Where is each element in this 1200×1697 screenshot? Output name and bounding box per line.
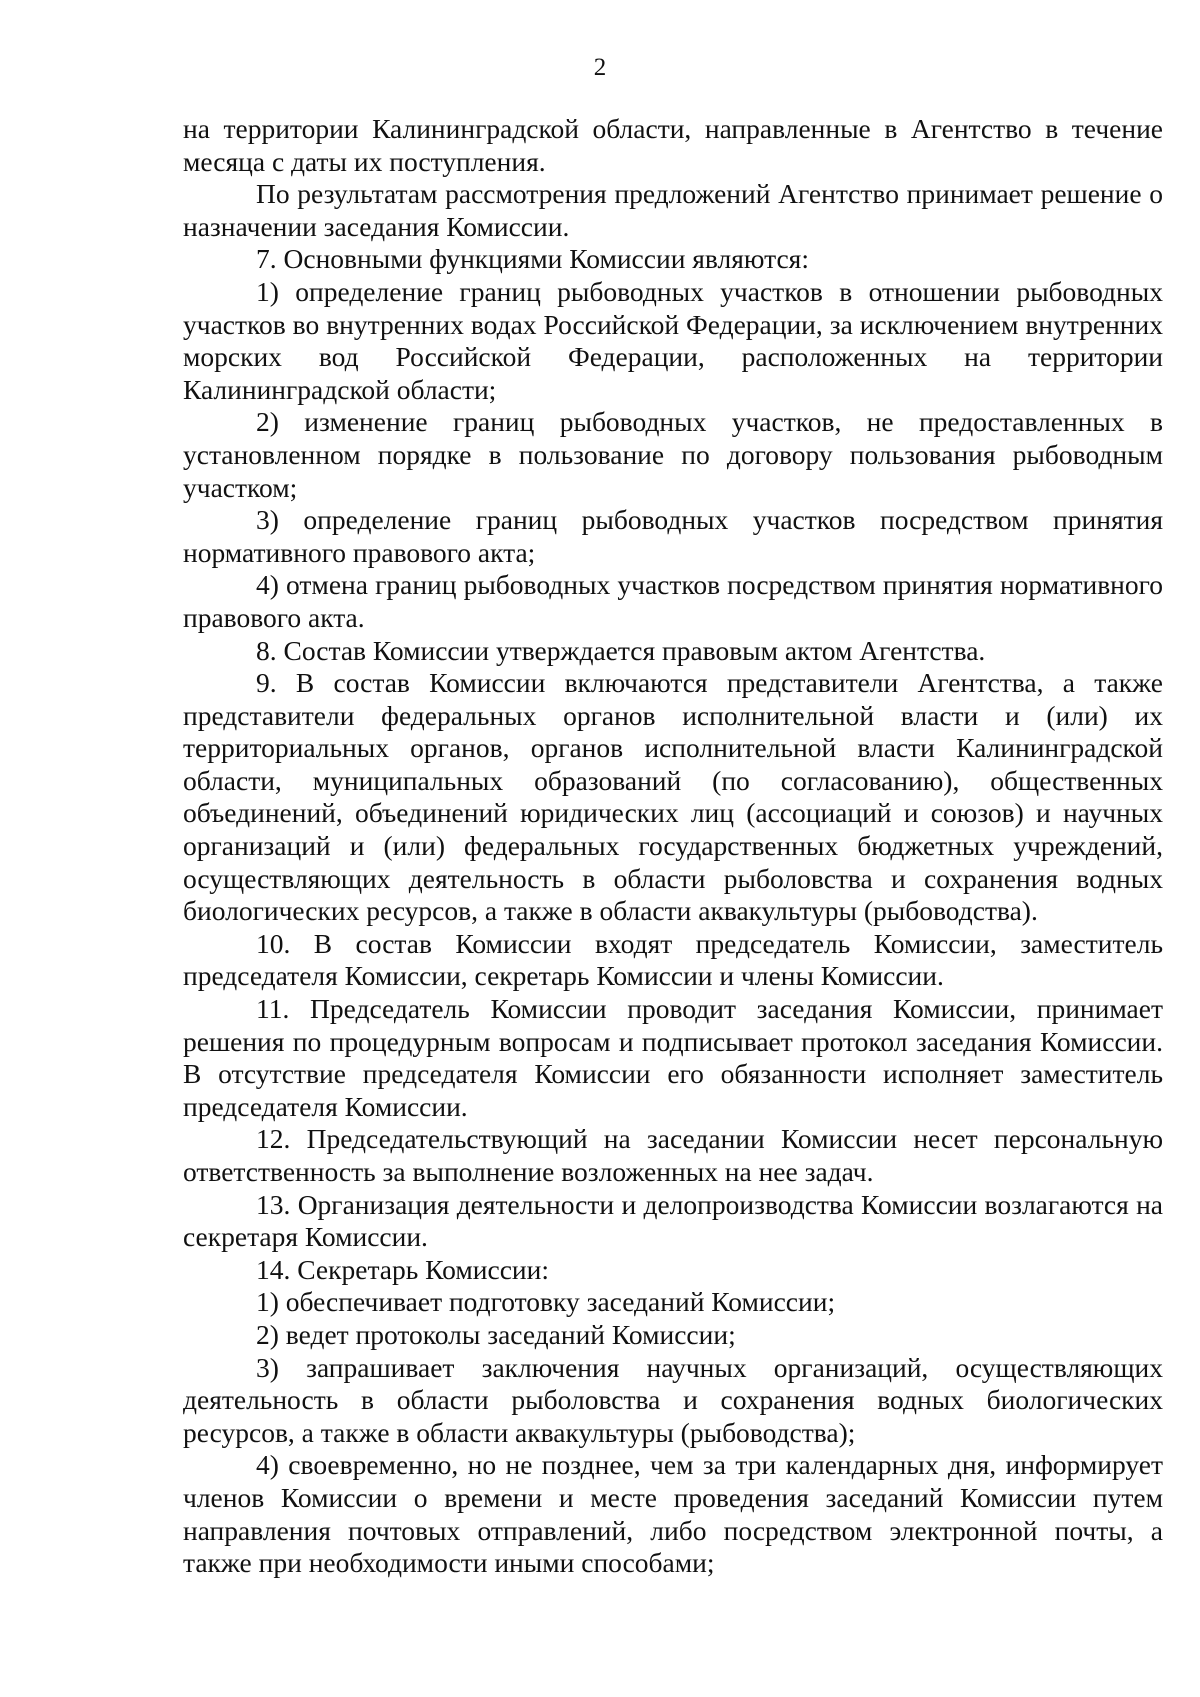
- paragraph-review-decision: По результатам рассмотрения предложений Агентство принимает решение о назначении заседания Комиссии.: [183, 178, 1163, 242]
- paragraph-14-item-1: 1) обеспечивает подготовку заседаний Комиссии;: [256, 1286, 836, 1318]
- paragraph-7-item-2: 2) изменение границ рыбоводных участков, не предоставленных в установленном порядке в пользование по договору пользования рыбоводным участком;: [183, 406, 1163, 503]
- paragraph-14-item-2: 2) ведет протоколы заседаний Комиссии;: [256, 1318, 736, 1350]
- paragraph-12-responsibility: 12. Председательствующий на заседании Комиссии несет персональную ответственность за выполнение возложенных на нее задач.: [183, 1123, 1163, 1187]
- paragraph-7-functions: 7. Основными функциями Комиссии являются:: [256, 243, 809, 275]
- paragraph-9-members: 9. В состав Комиссии включаются представители Агентства, а также представители федеральных органов исполнительной власти и (или) их территориальных органов, органов исполнительной власти Калининградской области, муниципальных образований (по согласованию), общественных объединений, объединений юридических лиц (ассоциаций и союзов) и научных организаций и (или) федеральных государственных бюджетных учреждений, осуществляющих деятельность в области рыболовства и сохранения водных биологических ресурсов, а также в области аквакультуры (рыбоводства).: [183, 667, 1163, 927]
- paragraph-14-item-4: 4) своевременно, но не позднее, чем за три календарных дня, информирует членов Комиссии о времени и месте проведения заседаний Комиссии путем направления почтовых отправлений, либо посредством электронной почты, а также при необходимости иными способами;: [183, 1449, 1163, 1579]
- paragraph-11-chairman: 11. Председатель Комиссии проводит заседания Комиссии, принимает решения по процедурным вопросам и подписывает протокол заседания Комиссии. В отсутствие председателя Комиссии его обязанности исполняет заместитель председателя Комиссии.: [183, 993, 1163, 1122]
- page-number: 2: [593, 54, 607, 81]
- paragraph-7-item-3: 3) определение границ рыбоводных участков посредством принятия нормативного правового акта;: [183, 504, 1163, 568]
- paragraph-7-item-4: 4) отмена границ рыбоводных участков посредством принятия нормативного правового акта.: [183, 569, 1163, 633]
- paragraph-14-secretary: 14. Секретарь Комиссии:: [256, 1253, 549, 1285]
- paragraph-7-item-1: 1) определение границ рыбоводных участков в отношении рыбоводных участков во внутренних водах Российской Федерации, за исключением внутренних морских вод Российской Федерации, расположенных на территории Калининградской области;: [183, 275, 1163, 405]
- paragraph-13-organization: 13. Организация деятельности и делопроизводства Комиссии возлагаются на секретаря Комиссии.: [183, 1188, 1163, 1253]
- paragraph-8-composition: 8. Состав Комиссии утверждается правовым актом Агентства.: [256, 634, 986, 666]
- paragraph-10-structure: 10. В состав Комиссии входят председатель Комиссии, заместитель председателя Комиссии, секретарь Комиссии и члены Комиссии.: [183, 927, 1163, 992]
- paragraph-14-item-3: 3) запрашивает заключения научных организаций, осуществляющих деятельность в области рыболовства и сохранения водных биологических ресурсов, а также в области аквакультуры (рыбоводства);: [183, 1351, 1163, 1448]
- paragraph-continuation: на территории Калининградской области, направленные в Агентство в течение месяца с даты их поступления.: [183, 113, 1163, 177]
- document-body: [183, 113, 1163, 1580]
